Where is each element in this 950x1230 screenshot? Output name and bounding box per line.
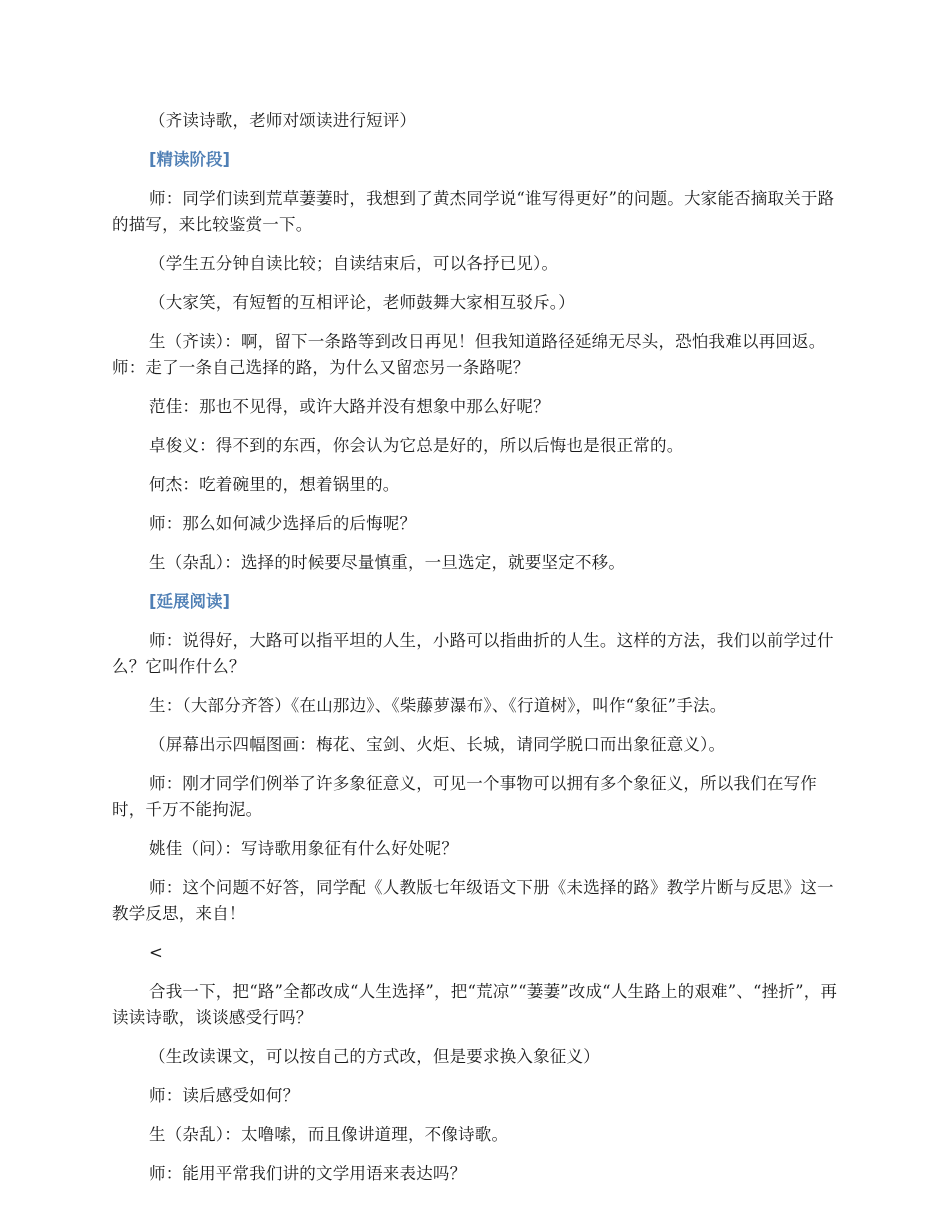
paragraph: （齐读诗歌，老师对颂读进行短评） bbox=[149, 111, 417, 130]
paragraph: 师：同学们读到荒草萋萋时，我想到了黄杰同学说“谁写得更好”的问题。大家能否摘取关于路的描写，来比较鉴赏一下。 bbox=[112, 189, 835, 234]
paragraph: 合我一下，把“路”全都改成“人生选择”，把“荒凉”“萋萋”改成“人生路上的艰难”、“挫折”，再读读诗歌，谈谈感受行吗？ bbox=[112, 982, 838, 1027]
paragraph: 生（齐读）：啊，留下一条路等到改日再见！但我知道路径延绵无尽头，恐怕我难以再回返。 师：走了一条自己选择的路，为什么又留恋另一条路呢？ bbox=[112, 332, 826, 377]
section-heading-close-reading: [精读阶段] bbox=[149, 150, 231, 169]
paragraph: 师：这个问题不好答，同学配《人教版七年级语文下册《未选择的路》教学片断与反思》这一教学反思，来自！ bbox=[112, 878, 834, 923]
paragraph: 范佳：那也不见得，或许大路并没有想象中那么好呢？ bbox=[149, 397, 550, 416]
paragraph: （屏幕出示四幅图画：梅花、宝剑、火炬、长城，请同学脱口而出象征意义）。 bbox=[149, 735, 726, 754]
paragraph: 师：能用平常我们讲的文学用语来表达吗？ bbox=[149, 1164, 467, 1183]
paragraph: 何杰：吃着碗里的，想着锅里的。 bbox=[149, 475, 400, 494]
paragraph: 生：（大部分齐答）《在山那边》、《柴藤萝瀑布》、《行道树》，叫作“象征”手法。 bbox=[149, 696, 727, 715]
paragraph: 师：刚才同学们例举了许多象征意义，可见一个事物可以拥有多个象征义，所以我们在写作时，千万不能拘泥。 bbox=[112, 774, 817, 819]
paragraph: 卓俊义：得不到的东西，你会认为它总是好的，所以后悔也是很正常的。 bbox=[149, 436, 684, 455]
paragraph: 姚佳（问）：写诗歌用象征有什么好处呢？ bbox=[149, 839, 459, 858]
paragraph: （学生五分钟自读比较；自读结束后，可以各抒已见）。 bbox=[149, 254, 559, 273]
paragraph: 师：读后感受如何？ bbox=[149, 1086, 300, 1105]
section-heading-extended-reading: [延展阅读] bbox=[149, 592, 231, 611]
paragraph: 师：那么如何减少选择后的后悔呢？ bbox=[149, 514, 417, 533]
paragraph: （生改读课文，可以按自己的方式改，但是要求换入象征义） bbox=[149, 1047, 600, 1066]
paragraph: 师：说得好，大路可以指平坦的人生，小路可以指曲折的人生。这样的方法，我们以前学过什么？它叫作什么？ bbox=[112, 631, 834, 676]
paragraph: 生（杂乱）：太噜嗦，而且像讲道理，不像诗歌。 bbox=[149, 1125, 509, 1144]
paragraph: 生（杂乱）：选择的时候要尽量慎重，一旦选定，就要坚定不移。 bbox=[149, 553, 626, 572]
paragraph: （大家笑，有短暂的互相评论，老师鼓舞大家相互驳斥。） bbox=[149, 293, 575, 312]
paragraph: < bbox=[149, 943, 164, 962]
